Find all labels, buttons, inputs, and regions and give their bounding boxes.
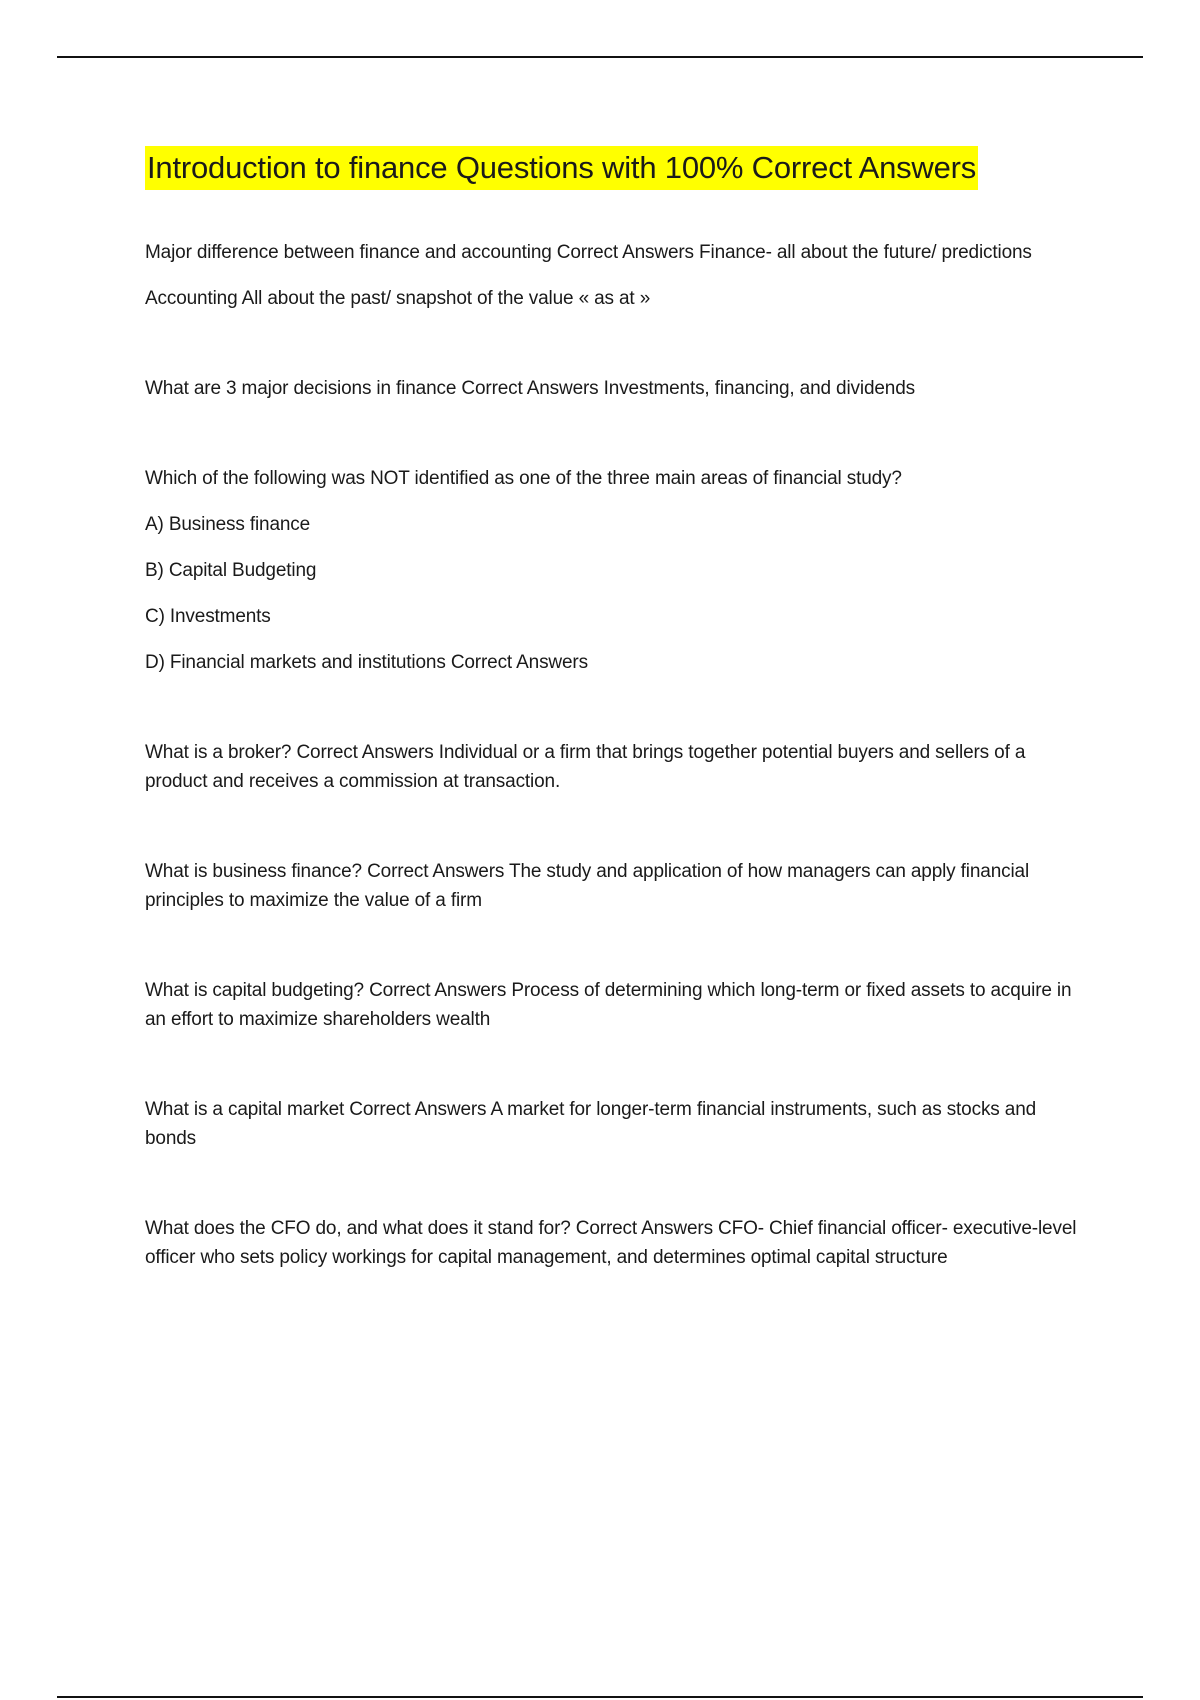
paragraph-finance-vs-accounting: Major difference between finance and accounting Correct Answers Finance- all about the future/ predictions bbox=[145, 242, 1032, 263]
paragraph-cfo: What does the CFO do, and what does it stand for? Correct Answers CFO- Chief financial officer- executive-level officer who sets policy workings for capital management, and determines optimal capital structure bbox=[145, 1218, 1077, 1268]
paragraph-accounting: Accounting All about the past/ snapshot of the value « as at » bbox=[145, 288, 651, 309]
paragraph-broker: What is a broker? Correct Answers Individual or a firm that brings together potential buyers and sellers of a product and receives a commission at transaction. bbox=[145, 742, 1026, 792]
header-rule bbox=[57, 56, 1143, 58]
paragraph-capital-market: What is a capital market Correct Answers A market for longer-term financial instruments, such as stocks and bonds bbox=[145, 1099, 1037, 1149]
paragraph-capital-budgeting: What is capital budgeting? Correct Answers Process of determining which long-term or fixed assets to acquire in an effort to maximize shareholders wealth bbox=[145, 980, 1072, 1030]
document-body bbox=[145, 238, 1090, 1272]
option-b: B) Capital Budgeting bbox=[145, 560, 317, 581]
option-d: D) Financial markets and institutions Correct Answers bbox=[145, 652, 588, 673]
paragraph-three-decisions: What are 3 major decisions in finance Correct Answers Investments, financing, and dividends bbox=[145, 378, 915, 399]
paragraph-business-finance: What is business finance? Correct Answers The study and application of how managers can apply financial principles to maximize the value of a firm bbox=[145, 861, 1030, 911]
option-c: C) Investments bbox=[145, 606, 271, 627]
title-block bbox=[145, 146, 978, 190]
footer-rule bbox=[57, 1696, 1143, 1698]
document-title: Introduction to finance Questions with 100% Correct Answers bbox=[145, 146, 978, 190]
option-a: A) Business finance bbox=[145, 514, 311, 535]
question-main-areas: Which of the following was NOT identified as one of the three main areas of financial study? bbox=[145, 468, 902, 489]
